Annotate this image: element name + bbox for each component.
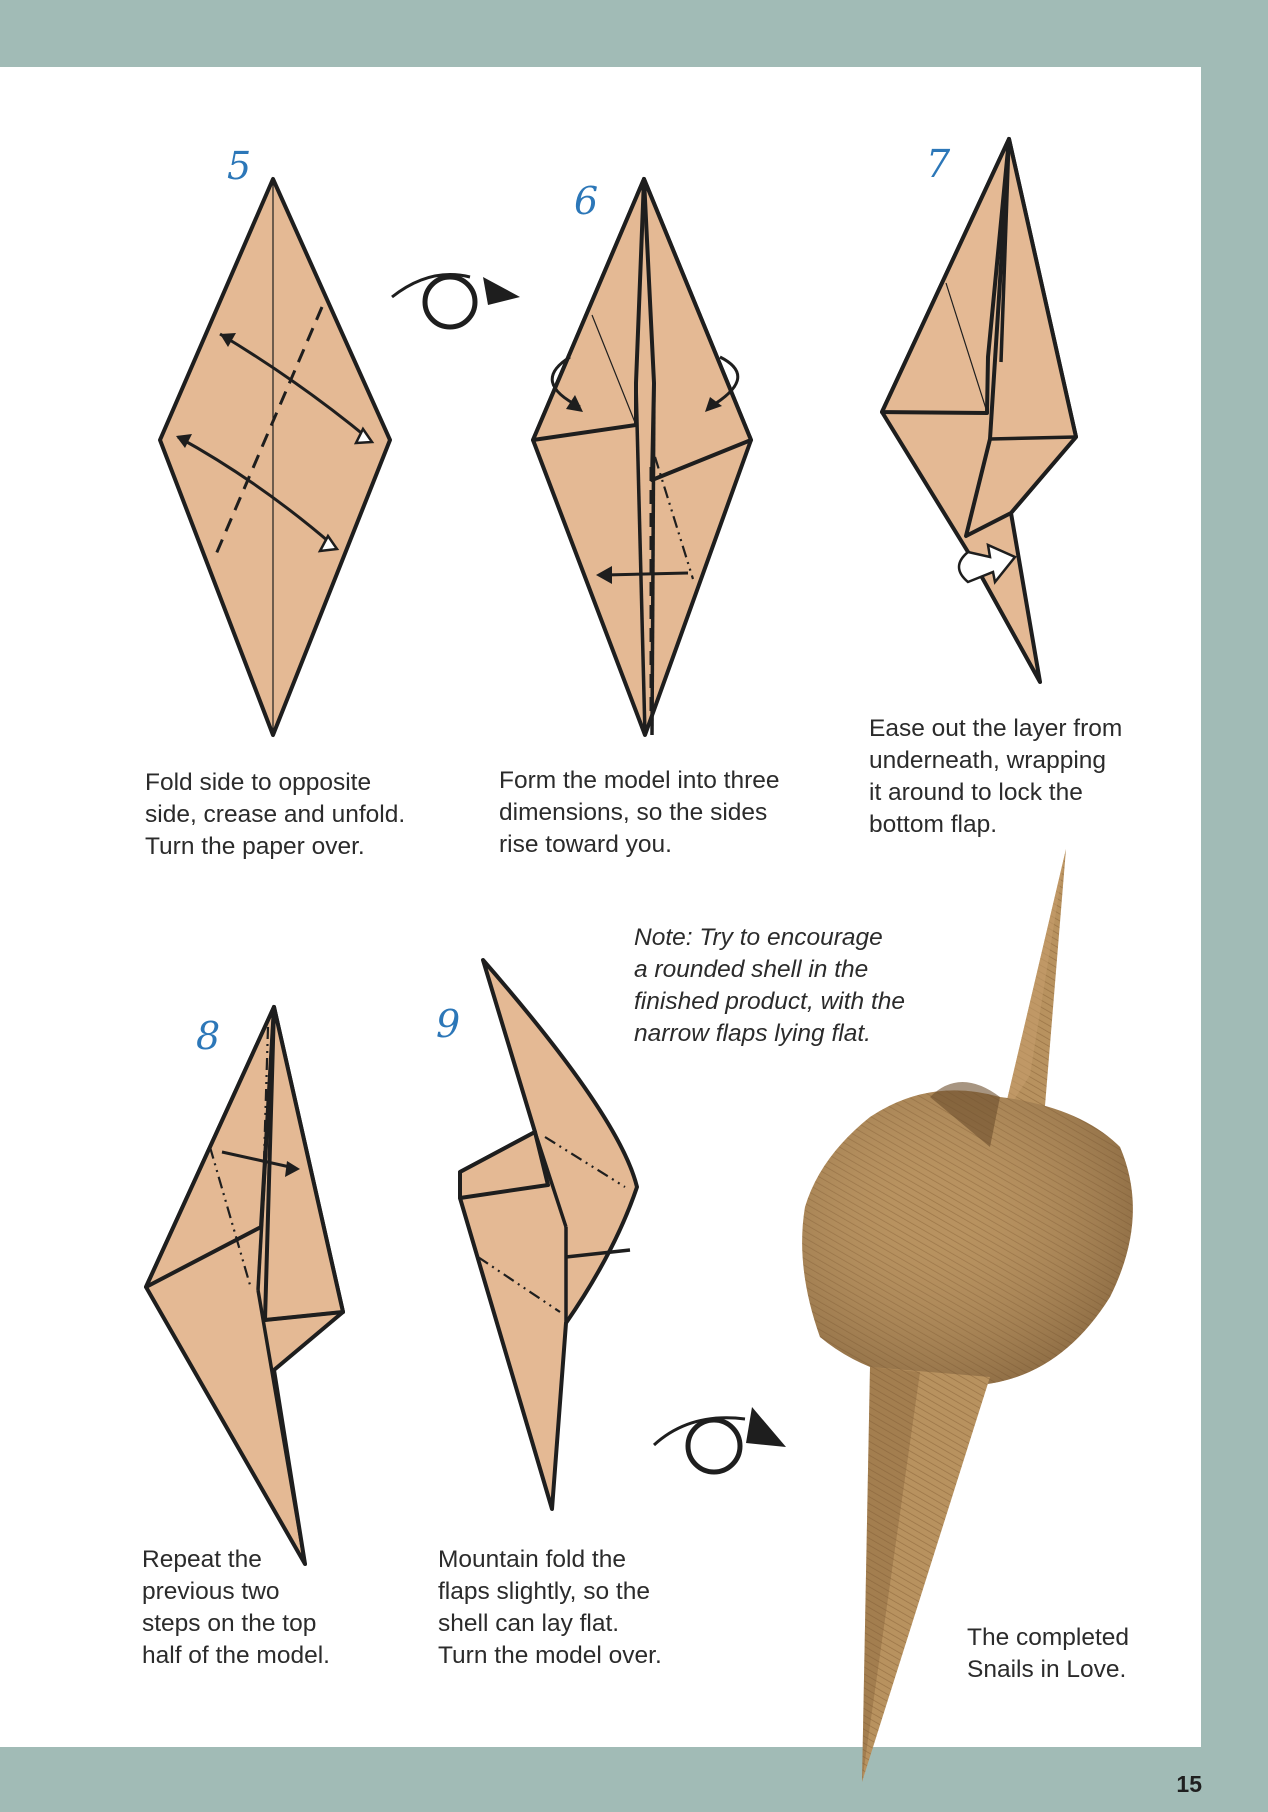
step-9-caption: Mountain fold the flaps slightly, so the shell can lay flat. Turn the model over. <box>438 1546 662 1669</box>
page-number: 15 <box>1176 1771 1202 1797</box>
step-5-number: 5 <box>227 144 252 188</box>
step-8-number: 8 <box>196 1014 221 1058</box>
note-text: Note: Try to encourage a rounded shell in the finished product, with the narrow flaps lying flat. <box>634 924 906 1047</box>
step-9-number: 9 <box>436 1002 461 1046</box>
step-8-caption: Repeat the previous two steps on the top half of the model. <box>142 1546 330 1669</box>
step-7-caption: Ease out the layer from underneath, wrapping it around to lock the bottom flap. <box>869 715 1123 838</box>
step-5-caption: Fold side to opposite side, crease and unfold. Turn the paper over. <box>145 769 406 860</box>
page <box>0 67 1201 1747</box>
completed-snail-photo <box>0 67 1 68</box>
step-6-caption: Form the model into three dimensions, so the sides rise toward you. <box>499 767 780 858</box>
step-7-number: 7 <box>926 142 951 186</box>
completed-caption: The completed Snails in Love. <box>967 1624 1130 1683</box>
step-6-number: 6 <box>574 179 599 223</box>
